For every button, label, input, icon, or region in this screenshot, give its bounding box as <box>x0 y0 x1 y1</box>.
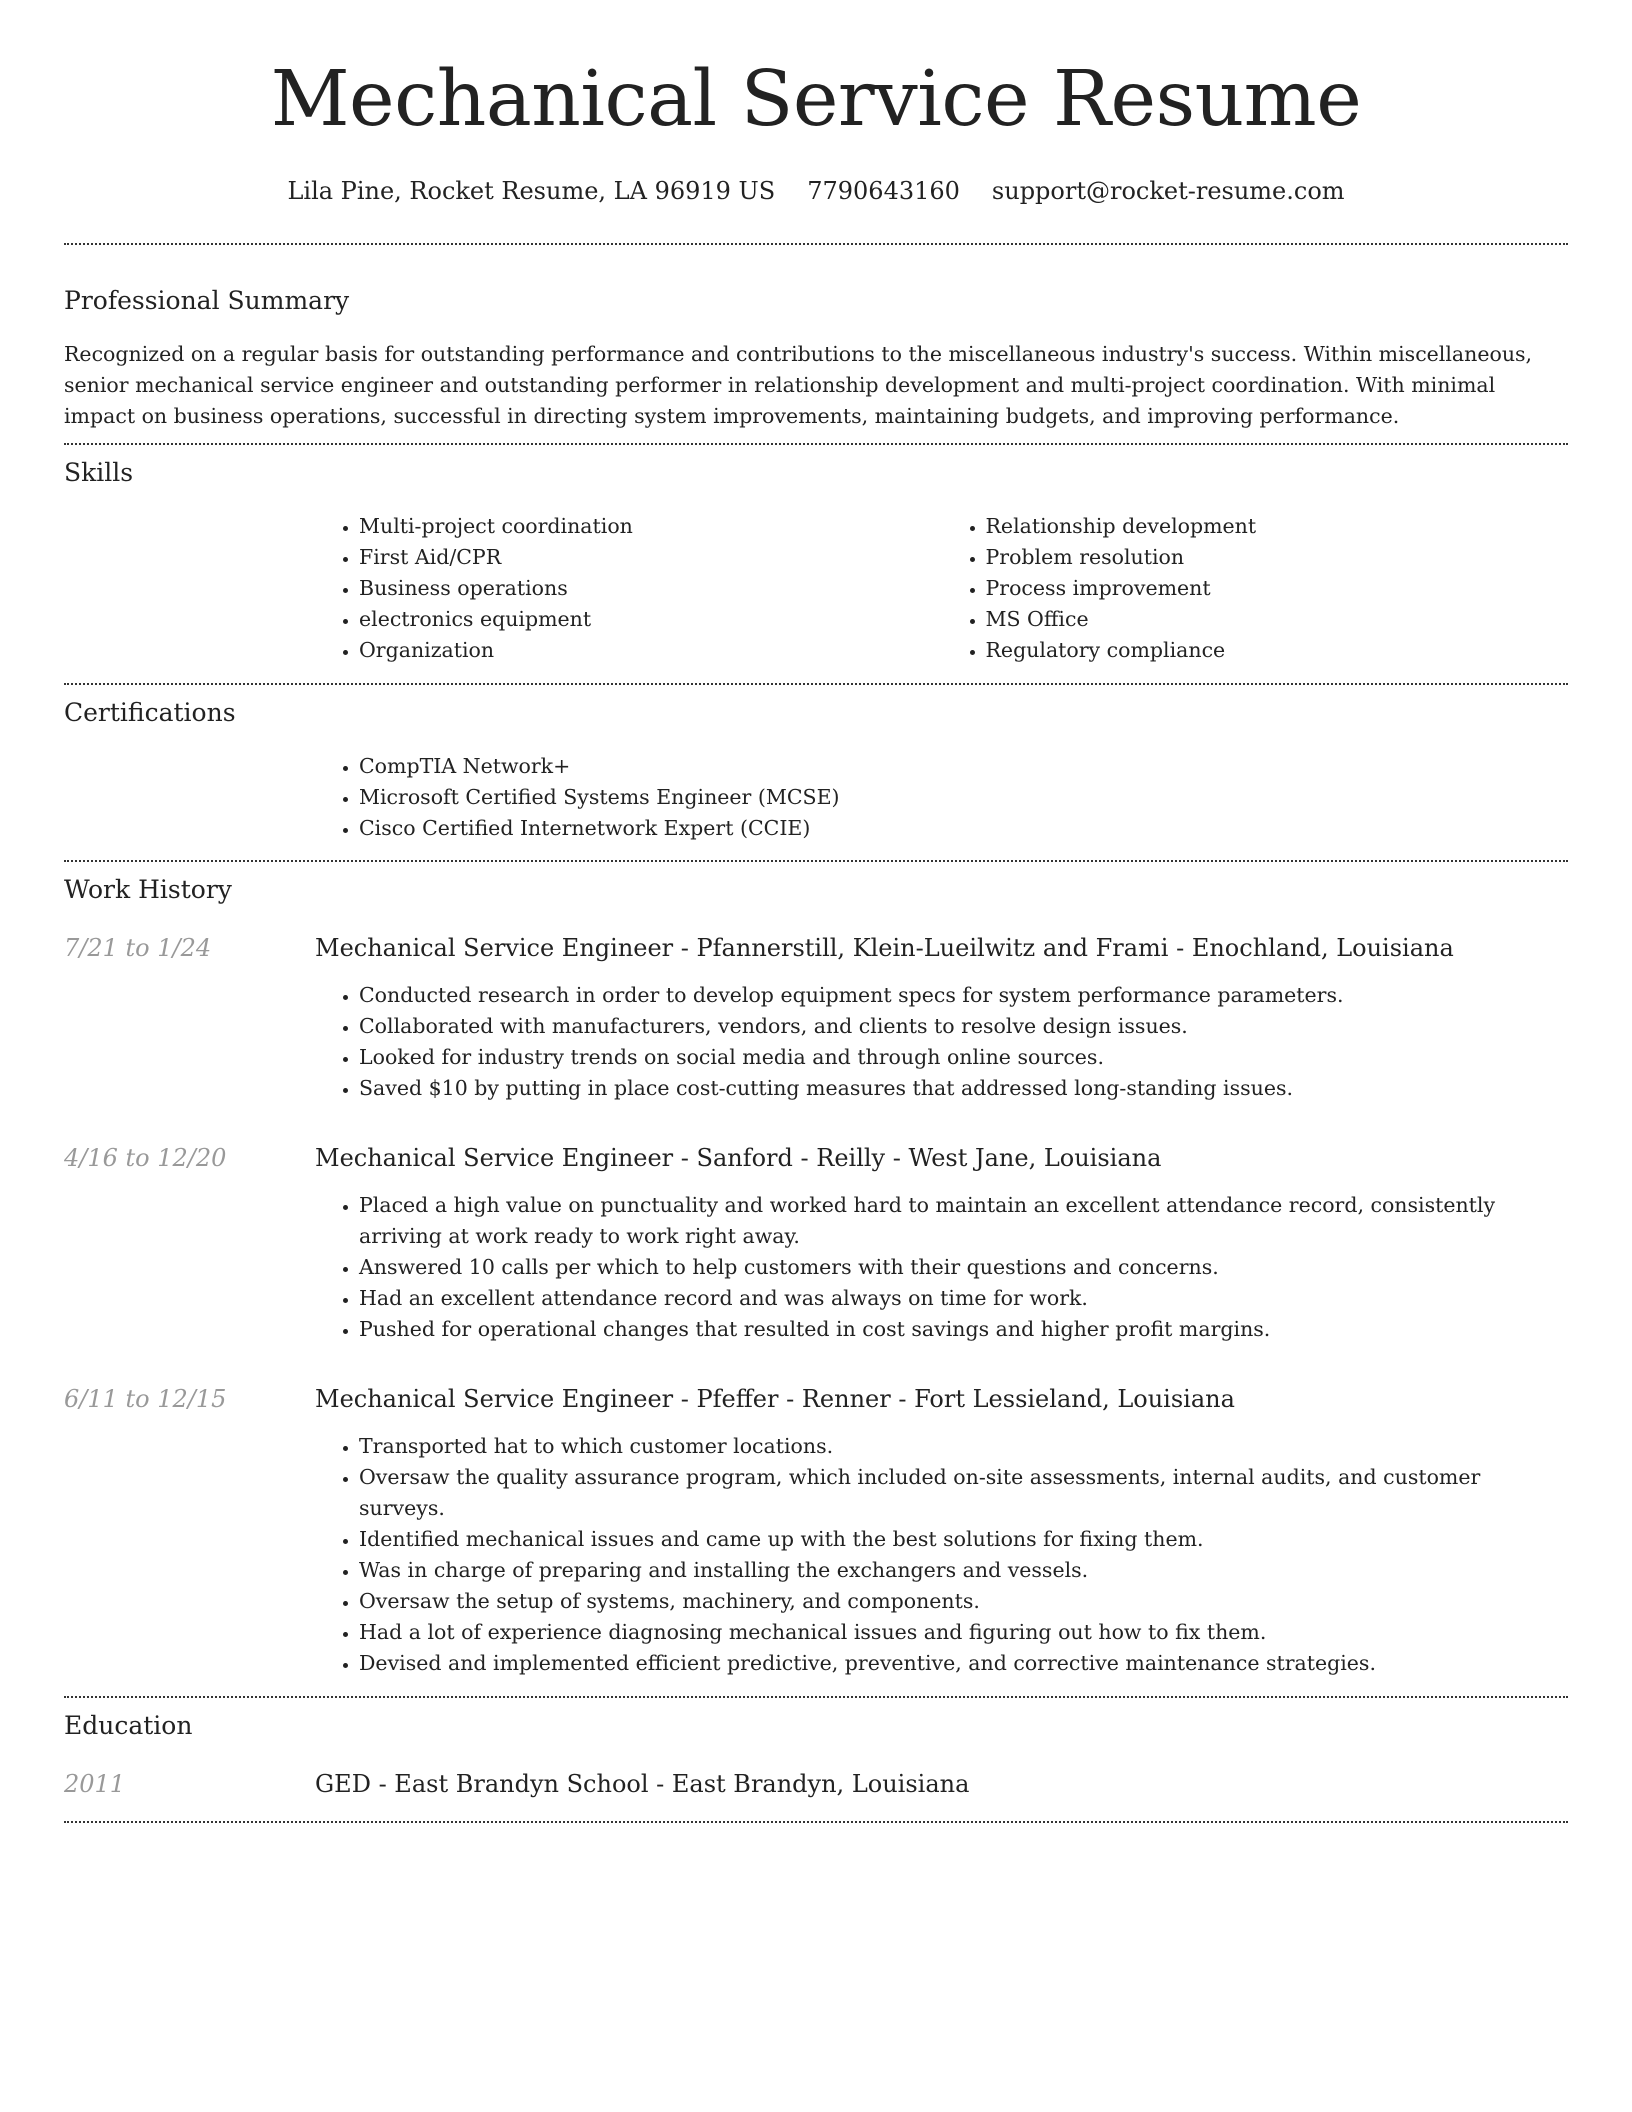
section-divider <box>64 243 1568 245</box>
job-entry <box>64 932 1568 1104</box>
job-bullet: • Pushed for operational changes that resulted in cost savings and higher profit margins. <box>359 1314 1568 1345</box>
education-entry <box>64 1768 1568 1800</box>
resume-title: Mechanical Service Resume <box>270 55 1362 144</box>
certification-item: • CompTIA Network+ <box>359 751 1568 782</box>
section-divider <box>64 1696 1568 1698</box>
skill-item: • Organization <box>359 635 942 666</box>
skills-section <box>0 457 1632 666</box>
skill-item: • Multi-project coordination <box>359 511 942 542</box>
skills-grid <box>315 511 1568 666</box>
job-entry <box>64 1142 1568 1345</box>
job-body <box>315 1142 1568 1345</box>
job-bullet: • Looked for industry trends on social media and through online sources. <box>359 1042 1568 1073</box>
contact-address: Lila Pine, Rocket Resume, LA 96919 US <box>287 177 776 205</box>
skills-list-right <box>942 511 1569 666</box>
work-history-section <box>0 874 1632 1679</box>
job-bullet: • Was in charge of preparing and installing the exchangers and vessels. <box>359 1555 1568 1586</box>
summary-text: Recognized on a regular basis for outstanding performance and contributions to the miscellaneous industry's success. Within miscellaneous, senior mechanical service engineer and outstanding performer in relationship development and multi-project coordination. With minimal impact on business operations, successful in directing system improvements, maintaining budgets, and improving performance. <box>64 342 1533 428</box>
job-title: Mechanical Service Engineer - Sanford - Reilly - West Jane, Louisiana <box>315 1144 1162 1172</box>
certification-item: • Microsoft Certified Systems Engineer (MCSE) <box>359 782 1568 813</box>
section-divider <box>64 443 1568 445</box>
skill-item: • Problem resolution <box>986 542 1569 573</box>
job-title: Mechanical Service Engineer - Pfannerstill, Klein-Lueilwitz and Frami - Enochland, Louisiana <box>315 934 1454 962</box>
job-bullet: • Oversaw the setup of systems, machinery, and components. <box>359 1586 1568 1617</box>
skill-item: • First Aid/CPR <box>359 542 942 573</box>
certification-item: • Cisco Certified Internetwork Expert (CCIE) <box>359 813 1568 844</box>
section-divider <box>64 683 1568 685</box>
job-bullet: • Oversaw the quality assurance program, which included on-site assessments, internal audits, and customer surveys. <box>359 1462 1568 1524</box>
certifications-section <box>0 697 1632 844</box>
job-bullets <box>315 980 1568 1104</box>
job-date: 4/16 to 12/20 <box>64 1144 227 1172</box>
summary-heading: Professional Summary <box>64 286 350 315</box>
job-bullet: • Transported hat to which customer locations. <box>359 1431 1568 1462</box>
education-heading: Education <box>64 1711 193 1740</box>
certifications-heading: Certifications <box>64 698 236 727</box>
job-bullet: • Devised and implemented efficient predictive, preventive, and corrective maintenance strategies. <box>359 1648 1568 1679</box>
job-bullet: • Identified mechanical issues and came up with the best solutions for fixing them. <box>359 1524 1568 1555</box>
section-divider <box>64 1821 1568 1823</box>
certifications-list <box>315 751 1568 844</box>
skills-list-left <box>315 511 942 666</box>
job-entry <box>64 1383 1568 1679</box>
job-date: 7/21 to 1/24 <box>64 934 212 962</box>
job-bullets <box>315 1190 1568 1345</box>
job-body <box>315 1383 1568 1679</box>
education-section <box>0 1710 1632 1800</box>
job-bullet: • Had a lot of experience diagnosing mechanical issues and figuring out how to fix them. <box>359 1617 1568 1648</box>
education-body <box>315 1768 1568 1800</box>
job-bullet: • Answered 10 calls per which to help customers with their questions and concerns. <box>359 1252 1568 1283</box>
summary-section <box>0 285 1632 432</box>
job-body <box>315 932 1568 1104</box>
skills-heading: Skills <box>64 458 134 487</box>
skill-item: • Process improvement <box>986 573 1569 604</box>
contact-line <box>0 176 1632 206</box>
job-bullet: • Collaborated with manufacturers, vendors, and clients to resolve design issues. <box>359 1011 1568 1042</box>
skill-item: • Relationship development <box>986 511 1569 542</box>
job-bullets <box>315 1431 1568 1679</box>
job-bullet: • Conducted research in order to develop equipment specs for system performance parameters. <box>359 980 1568 1011</box>
work-history-heading: Work History <box>64 875 232 904</box>
skill-item: • Regulatory compliance <box>986 635 1569 666</box>
section-divider <box>64 860 1568 862</box>
skill-item: • MS Office <box>986 604 1569 635</box>
contact-phone: 7790643160 <box>807 177 960 205</box>
job-bullet: • Saved $10 by putting in place cost-cutting measures that addressed long-standing issues. <box>359 1073 1568 1104</box>
job-bullet: • Placed a high value on punctuality and worked hard to maintain an excellent attendance record, consistently arriving at work ready to work right away. <box>359 1190 1568 1252</box>
skill-item: • Business operations <box>359 573 942 604</box>
job-bullet: • Had an excellent attendance record and was always on time for work. <box>359 1283 1568 1314</box>
contact-email: support@rocket-resume.com <box>991 177 1345 205</box>
job-date: 6/11 to 12/15 <box>64 1385 227 1413</box>
skill-item: • electronics equipment <box>359 604 942 635</box>
education-date: 2011 <box>64 1770 126 1798</box>
job-title: Mechanical Service Engineer - Pfeffer - Renner - Fort Lessieland, Louisiana <box>315 1385 1235 1413</box>
education-title: GED - East Brandyn School - East Brandyn, Louisiana <box>315 1770 970 1798</box>
